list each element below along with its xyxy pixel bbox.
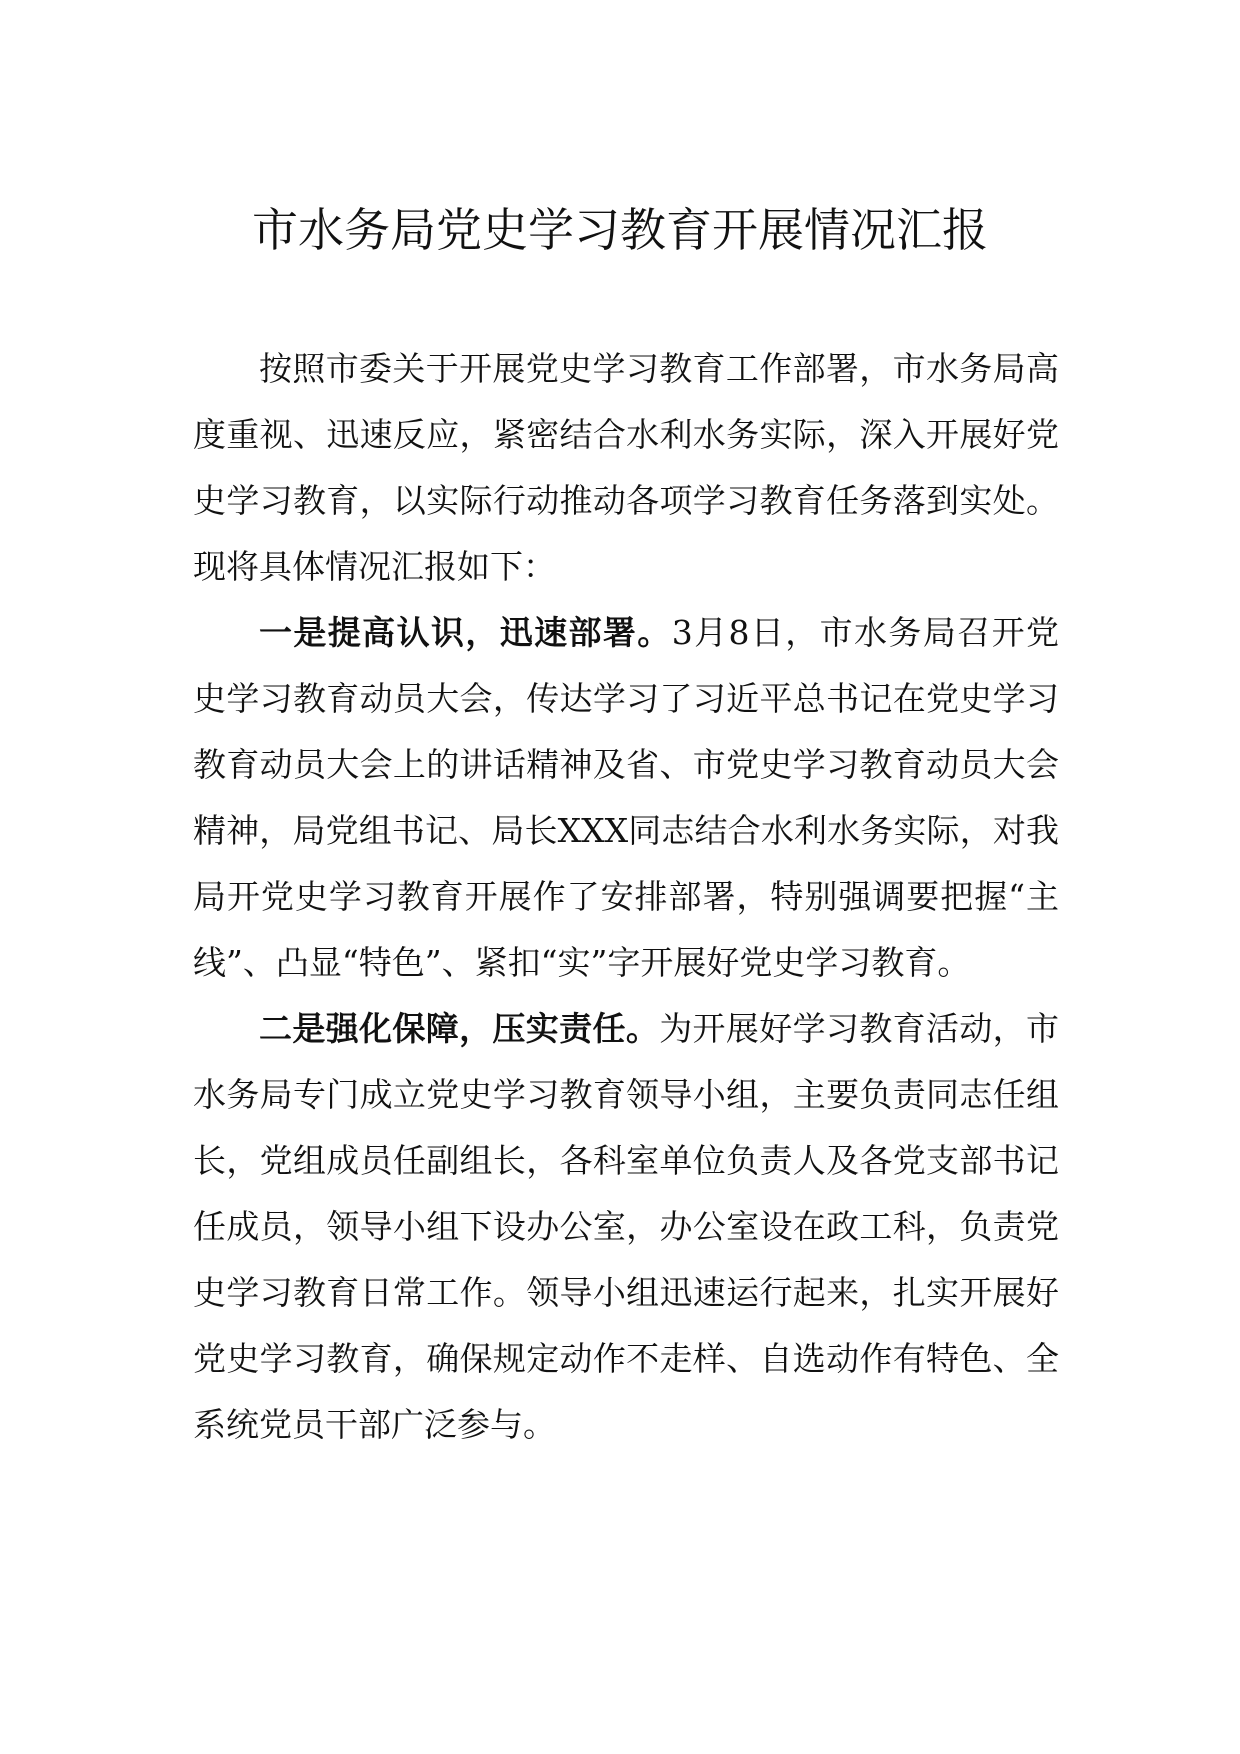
paragraph-two [193,996,1059,1458]
paragraph-intro-text: 按照市委关于开展党史学习教育工作部署，市水务局高度重视、迅速反应，紧密结合水利水务实际，深入开展好党史学习教育，以实际行动推动各项学习教育任务落到实处。现将具体情况汇报如下： [193,349,1059,586]
paragraph-one [193,600,1059,996]
paragraph-two-text: 为开展好学习教育活动，市水务局专门成立党史学习教育领导小组，主要负责同志任组长，党组成员任副组长，各科室单位负责人及各党支部书记任成员，领导小组下设办公室，办公室设在政工科，负责党史学习教育日常工作。领导小组迅速运行起来，扎实开展好党史学习教育，确保规定动作不走样、自选动作有特色、全系统党员干部广泛参与。 [193,1009,1060,1444]
document-body [193,336,1059,1458]
paragraph-two-heading: 二是强化保障，压实责任。 [259,1009,660,1048]
paragraph-intro [193,336,1059,600]
document-title: 市水务局党史学习教育开展情况汇报 [252,203,988,257]
paragraph-one-text: 3月8日，市水务局召开党史学习教育动员大会，传达学习了习近平总书记在党史学习教育动员大会上的讲话精神及省、市党史学习教育动员大会精神，局党组书记、局长XXX同志结合水利水务实际，对我局开党史学习教育开展作了安排部署，特别强调要把握“主线”、凸显“特色”、紧扣“实”字开展好党史学习教育。 [193,613,1059,982]
paragraph-one-heading: 一是提高认识，迅速部署。 [259,613,672,652]
